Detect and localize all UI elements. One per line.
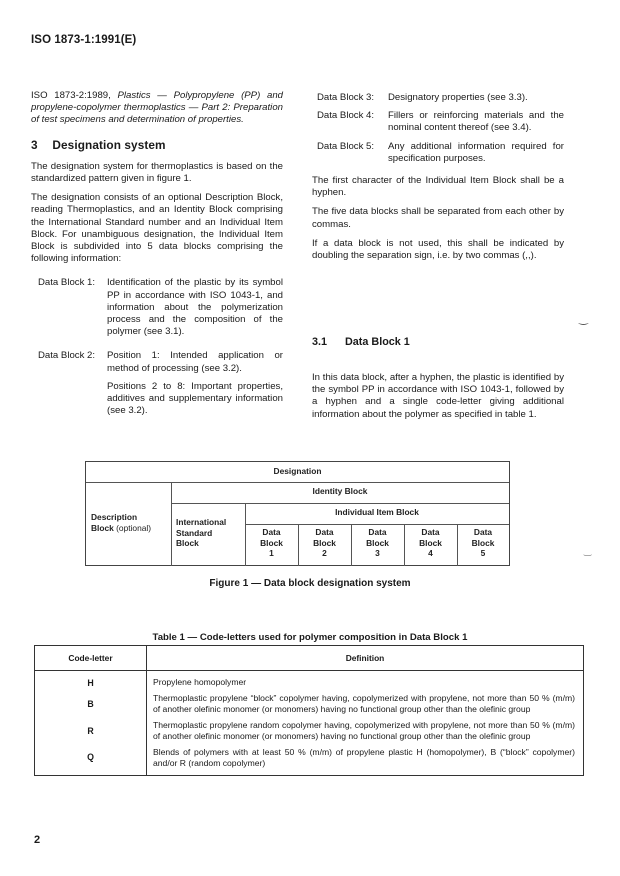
data-block-term: Data Block 3:	[317, 92, 375, 103]
label-line: Data	[421, 527, 440, 537]
definition-text: Position 1: Intended application or method of processing (see 3.2).	[107, 350, 283, 374]
data-block-definition	[107, 277, 283, 344]
margin-mark: ‿	[579, 313, 588, 325]
label-line: Description	[91, 512, 138, 522]
definition-cell: Thermoplastic propylene “block” copolymer having, copolymerized with propylene, not more than 50 % (m/m) of another olefinic monomer (or monomers) having no functional group other than the olefinic group	[153, 693, 575, 714]
data-block-term: Data Block 5:	[317, 140, 375, 152]
paragraph: The five data blocks shall be separated from each other by commas.	[312, 206, 564, 230]
data-block-term: Data Block 1:	[38, 277, 96, 289]
document-id: ISO 1873-1:1991(E)	[31, 34, 137, 46]
table-title: Table 1 — Code-letters used for polymer composition in Data Block 1	[152, 632, 468, 643]
paragraph: The first character of the Individual Item Block shall be a hyphen.	[312, 175, 564, 199]
subsection-heading	[312, 336, 410, 348]
label-line: Block	[366, 537, 389, 548]
label-line: Block	[419, 537, 442, 548]
label-line: Block	[471, 537, 495, 548]
paragraph: The designation consists of an optional Description Block, reading Thermoplastics, and an Identity Block comprising the International Standard number and an Individual Item Block. For unambiguous designation, the Individual Item Block is subdivided into 5 data blocks comprising the following information:	[31, 192, 283, 265]
column-header: Definition	[147, 646, 584, 671]
data-block-3-cell	[351, 527, 404, 559]
code-letter-cell: R	[35, 718, 147, 745]
reference-title: Plastics — Polypropylene (PP) and propylene-copolymer thermoplastics — Part 2: Preparation of test specimens and determination of properties.	[31, 90, 283, 126]
paragraph: If a data block is not used, this shall be indicated by doubling the separation sign, i.e. by two commas (,,).	[312, 237, 564, 262]
data-block-definition: Fillers or reinforcing materials and the nominal content thereof (see 3.4).	[388, 110, 564, 134]
table-row	[35, 671, 584, 692]
identity-block-label: Identity Block	[312, 486, 368, 496]
subsection-title: Data Block 1	[345, 336, 410, 348]
section-heading	[31, 139, 283, 151]
subsection-paragraph: In this data block, after a hyphen, the plastic is identified by the symbol PP in accordance with ISO 1043-1, followed by a hyphen and a single code-letter giving additional information about the polymer as specified in table 1.	[312, 372, 564, 420]
data-block-term: Data Block 2:	[38, 350, 96, 362]
label-line: Data	[315, 527, 334, 537]
reference-entry	[31, 90, 283, 127]
label-line: International	[176, 517, 227, 527]
code-letter-table	[34, 645, 584, 776]
definition-cell: Blends of polymers with at least 50 % (m/m) of propylene plastic H (homopolymer), B (“block” copolymer) and/or R (random copolymer)	[153, 747, 575, 768]
label-line: Block	[91, 523, 114, 533]
definition-cell: Propylene homopolymer	[153, 677, 247, 687]
table-row	[35, 718, 584, 745]
individual-item-block-label: Individual Item Block	[335, 507, 419, 517]
code-letter-cell: Q	[35, 745, 147, 776]
data-block-list	[312, 92, 564, 171]
divider	[171, 503, 509, 504]
label-line: Standard	[176, 527, 213, 538]
page-number: 2	[34, 834, 41, 846]
data-block-4-cell	[404, 527, 457, 559]
data-block-1-cell	[245, 527, 298, 559]
data-block-term: Data Block 4:	[317, 110, 375, 122]
label-line: 3	[375, 548, 380, 558]
label-line: 5	[480, 548, 486, 558]
reference-code: ISO 1873-2:1989,	[31, 90, 111, 101]
left-column	[31, 90, 283, 429]
column-header: Code-letter	[35, 646, 147, 671]
label-line: (optional)	[116, 523, 152, 533]
data-block-5-cell	[457, 527, 509, 559]
label-line: 4	[428, 548, 433, 558]
data-block-definition: Designatory properties (see 3.3).	[388, 92, 528, 103]
data-block-definition: Any additional information required for specification purposes.	[388, 140, 564, 164]
paragraph: The designation system for thermoplastics is based on the standardized pattern given in figure 1.	[31, 160, 283, 185]
section-number: 3	[31, 137, 38, 152]
subsection-number: 3.1	[312, 336, 328, 348]
label-line: Data	[262, 527, 281, 537]
table-row	[35, 745, 584, 776]
data-block-2-cell	[298, 527, 351, 559]
figure-designation-diagram	[85, 461, 510, 566]
label-line: Block	[260, 537, 283, 548]
description-block-label	[91, 512, 171, 534]
international-standard-block-label	[176, 517, 246, 549]
margin-mark: ‿	[584, 546, 592, 556]
label-line: Block	[176, 538, 199, 548]
figure-caption: Figure 1 — Data block designation system	[209, 578, 411, 589]
label-line: Data	[473, 527, 493, 537]
label-line: Data	[368, 527, 387, 537]
label-line: 1	[269, 548, 274, 558]
table-header-row	[35, 646, 584, 671]
code-letter-cell: B	[35, 691, 147, 718]
divider	[86, 482, 509, 483]
designation-label: Designation	[273, 466, 322, 476]
divider	[245, 524, 509, 525]
label-line: Block	[313, 537, 336, 548]
data-block-list	[31, 277, 283, 429]
section-title: Designation system	[52, 137, 166, 152]
right-column	[312, 92, 564, 269]
definition-cell: Thermoplastic propylene random copolymer having, copolymerized with propylene, not more than 50 % (m/m) of another olefinic monomer (or monomers) having no functional group other than the olefinic group	[153, 720, 575, 741]
table-row	[35, 691, 584, 718]
code-letter-cell: H	[35, 671, 147, 692]
label-line: 2	[322, 548, 327, 558]
definition-text: Identification of the plastic by its symbol PP in accordance with ISO 1043-1, and information about the polymerization process and the composition of the polymer (see 3.1).	[107, 277, 283, 338]
definition-text: Positions 2 to 8: Important properties, additives and supplementary information (see 3.2).	[107, 380, 283, 417]
data-block-definition	[107, 350, 283, 423]
